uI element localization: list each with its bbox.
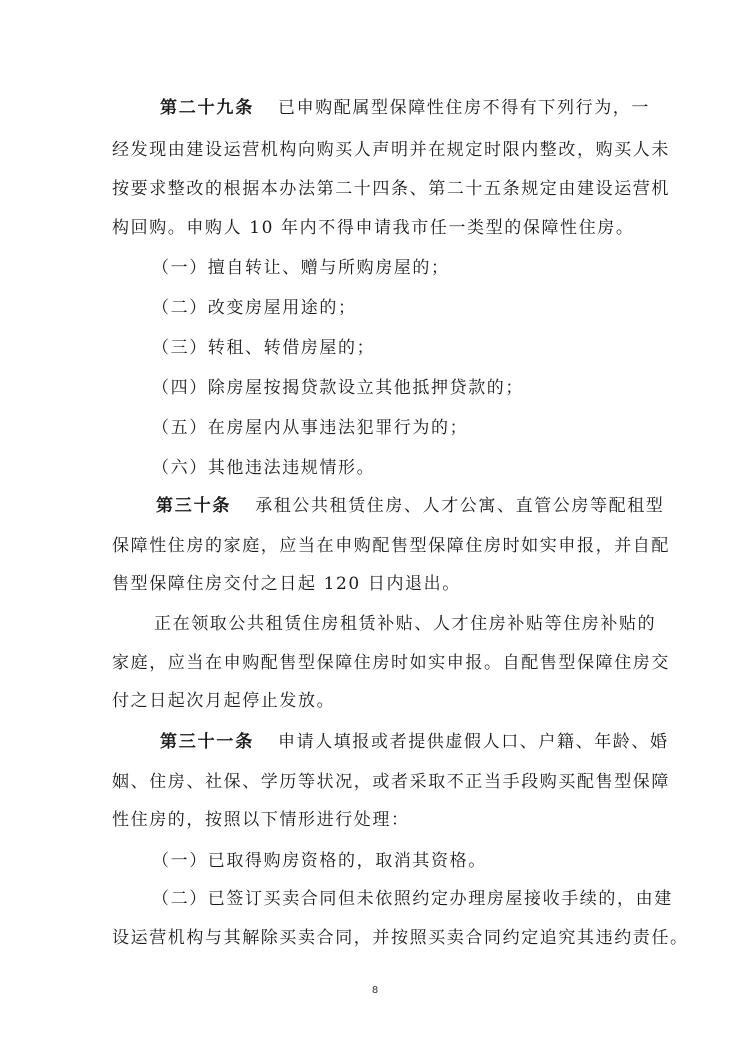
article-29-line: 按要求整改的根据本办法第二十四条、第二十五条规定由建设运营机 [112, 179, 670, 199]
page-number: 8 [371, 985, 379, 996]
article-30-text: 承租公共租赁住房、人才公寓、直管公房等配租型 [255, 496, 665, 516]
article-31-item: （一）已取得购房资格的，取消其资格。 [152, 851, 487, 871]
article-29-first-line [160, 97, 650, 119]
article-29-line: 经发现由建设运营机构向购买人声明并在规定时限内整改，购买人未 [112, 140, 670, 160]
article-30-paragraph-2: 付之日起次月起停止发放。 [112, 691, 336, 711]
article-30-line: 售型保障住房交付之日起 120 日内退出。 [112, 574, 461, 594]
article-30-heading: 第三十条 [156, 496, 232, 516]
article-29-item: （三）转租、转借房屋的； [152, 338, 376, 358]
article-30-paragraph-2: 家庭，应当在申购配售型保障住房时如实申报。自配售型保障住房交 [112, 653, 670, 673]
article-29-heading: 第二十九条 [160, 98, 254, 118]
article-29-item: （四）除房屋按揭贷款设立其他抵押贷款的； [152, 378, 524, 398]
article-31-text: 申请人填报或者提供虚假人口、户籍、年龄、婚 [278, 732, 669, 752]
article-29-item: （六）其他违法违规情形。 [152, 458, 376, 478]
article-31-first-line [160, 731, 669, 753]
article-30-line: 保障性住房的家庭，应当在申购配售型保障住房时如实申报，并自配 [112, 536, 670, 556]
article-31-line: 姻、住房、社保、学历等状况，或者采取不正当手段购买配售型保障 [112, 772, 670, 792]
article-31-heading: 第三十一条 [160, 732, 254, 752]
article-30-paragraph-2: 正在领取公共租赁住房租赁补贴、人才住房补贴等住房补贴的 [154, 614, 657, 634]
article-31-continuation: 设运营机构与其解除买卖合同，并按照买卖合同约定追究其违约责任。 [112, 928, 689, 948]
article-29-item: （二）改变房屋用途的； [152, 298, 357, 318]
article-29-item: （五）在房屋内从事违法犯罪行为的； [152, 418, 469, 438]
article-31-line: 性住房的，按照以下情形进行处理： [112, 810, 410, 830]
article-29-text: 已申购配属型保障性住房不得有下列行为，一 [278, 98, 650, 118]
article-31-item: （二）已签订买卖合同但未依照约定办理房屋接收手续的，由建 [152, 889, 673, 909]
article-29-line: 构回购。申购人 10 年内不得申请我市任一类型的保障性住房。 [112, 218, 635, 238]
article-30-first-line [156, 495, 664, 517]
article-29-item: （一）擅自转让、赠与所购房屋的； [152, 258, 450, 278]
